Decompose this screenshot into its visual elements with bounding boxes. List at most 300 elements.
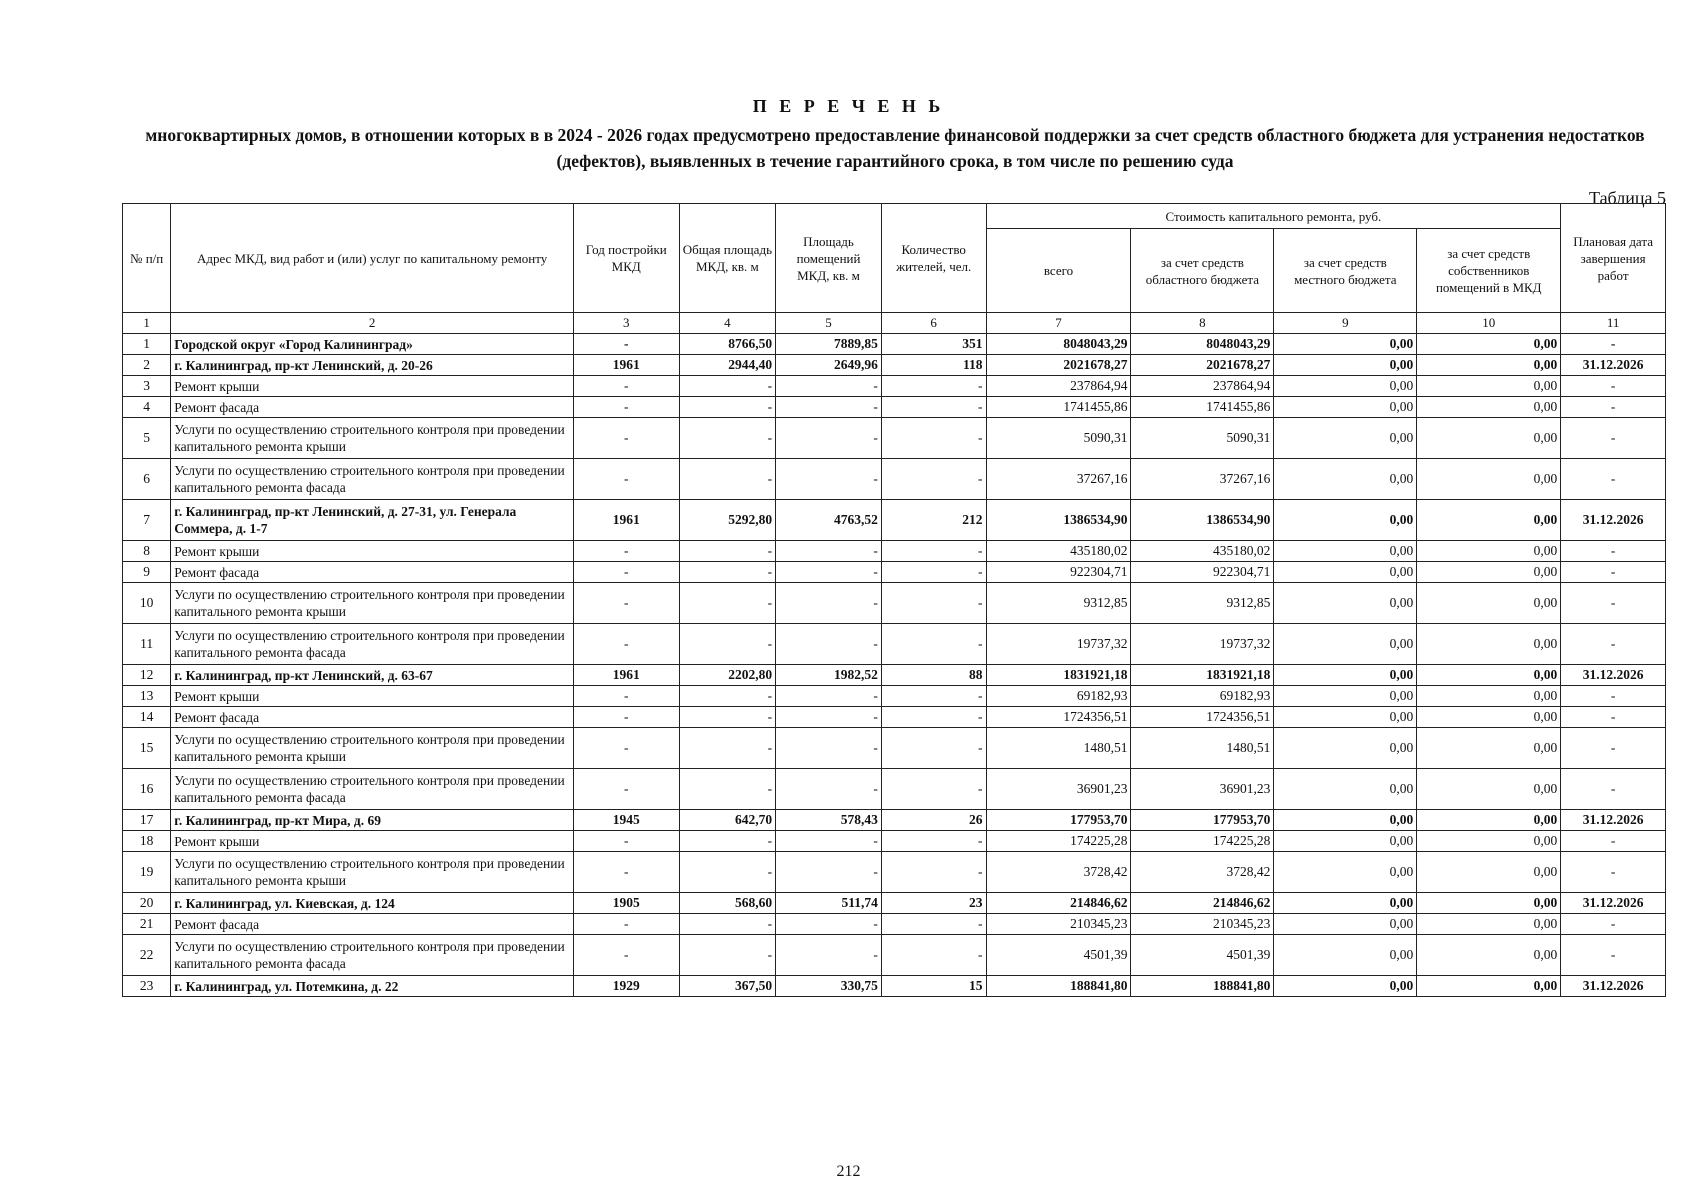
column-number: 7 (986, 313, 1131, 334)
row-year: - (573, 583, 679, 624)
row-completion-date: - (1561, 914, 1666, 935)
row-cost-local: 0,00 (1274, 355, 1417, 376)
row-number: 1 (123, 334, 171, 355)
row-cost-total: 1741455,86 (986, 397, 1131, 418)
row-cost-local: 0,00 (1274, 769, 1417, 810)
column-number: 10 (1417, 313, 1561, 334)
row-name: Ремонт фасада (171, 707, 574, 728)
row-cost-regional: 214846,62 (1131, 893, 1274, 914)
row-total-area: 2202,80 (679, 665, 776, 686)
row-cost-regional: 237864,94 (1131, 376, 1274, 397)
row-completion-date: - (1561, 686, 1666, 707)
table-row (123, 935, 1666, 976)
row-number: 18 (123, 831, 171, 852)
row-residents: - (881, 935, 986, 976)
row-premises-area: - (776, 769, 882, 810)
row-year: - (573, 376, 679, 397)
row-completion-date: - (1561, 935, 1666, 976)
row-year: - (573, 418, 679, 459)
row-total-area: - (679, 728, 776, 769)
row-number: 14 (123, 707, 171, 728)
row-completion-date: - (1561, 728, 1666, 769)
row-residents: 351 (881, 334, 986, 355)
row-name: Услуги по осуществлению строительного контроля при проведении капитального ремонта крыши (171, 583, 574, 624)
row-number: 11 (123, 624, 171, 665)
row-total-area: - (679, 397, 776, 418)
table-row (123, 665, 1666, 686)
row-total-area: 568,60 (679, 893, 776, 914)
row-cost-owners: 0,00 (1417, 583, 1561, 624)
row-cost-regional: 1480,51 (1131, 728, 1274, 769)
row-cost-total: 237864,94 (986, 376, 1131, 397)
row-cost-regional: 210345,23 (1131, 914, 1274, 935)
document-subtitle: многоквартирных домов, в отношении которых в в 2024 - 2026 годах предусмотрено предоставление финансовой поддержки за счет средств областного бюджета для устранения недостатков (дефектов), выявленных в течение гарантийного срока, в том числе по решению суда (145, 125, 1645, 171)
row-premises-area: - (776, 707, 882, 728)
row-name: г. Калининград, пр-кт Ленинский, д. 20-26 (171, 355, 574, 376)
header-residents: Количество жителей, чел. (881, 204, 986, 313)
row-name: Услуги по осуществлению строительного контроля при проведении капитального ремонта крыши (171, 852, 574, 893)
row-cost-total: 214846,62 (986, 893, 1131, 914)
row-name: Ремонт крыши (171, 541, 574, 562)
row-total-area: 367,50 (679, 976, 776, 997)
row-cost-total: 210345,23 (986, 914, 1131, 935)
row-cost-owners: 0,00 (1417, 707, 1561, 728)
row-cost-local: 0,00 (1274, 459, 1417, 500)
row-number: 23 (123, 976, 171, 997)
row-name: Ремонт крыши (171, 831, 574, 852)
row-name: г. Калининград, ул. Киевская, д. 124 (171, 893, 574, 914)
row-cost-local: 0,00 (1274, 810, 1417, 831)
row-cost-local: 0,00 (1274, 562, 1417, 583)
row-completion-date: - (1561, 418, 1666, 459)
row-completion-date: - (1561, 707, 1666, 728)
row-number: 2 (123, 355, 171, 376)
row-year: - (573, 852, 679, 893)
row-cost-owners: 0,00 (1417, 459, 1561, 500)
row-premises-area: - (776, 397, 882, 418)
row-cost-total: 36901,23 (986, 769, 1131, 810)
row-cost-owners: 0,00 (1417, 976, 1561, 997)
table-row (123, 562, 1666, 583)
row-cost-regional: 1831921,18 (1131, 665, 1274, 686)
row-completion-date: - (1561, 334, 1666, 355)
row-cost-total: 37267,16 (986, 459, 1131, 500)
row-cost-owners: 0,00 (1417, 397, 1561, 418)
row-name: г. Калининград, пр-кт Ленинский, д. 27-31, ул. Генерала Соммера, д. 1-7 (171, 500, 574, 541)
row-cost-regional: 435180,02 (1131, 541, 1274, 562)
row-year: - (573, 686, 679, 707)
row-cost-owners: 0,00 (1417, 935, 1561, 976)
row-completion-date: - (1561, 583, 1666, 624)
row-premises-area: - (776, 624, 882, 665)
row-residents: - (881, 914, 986, 935)
row-residents: - (881, 707, 986, 728)
column-number: 4 (679, 313, 776, 334)
column-number: 11 (1561, 313, 1666, 334)
table-row (123, 397, 1666, 418)
row-total-area: - (679, 541, 776, 562)
row-cost-local: 0,00 (1274, 418, 1417, 459)
table-row (123, 500, 1666, 541)
row-name: Услуги по осуществлению строительного контроля при проведении капитального ремонта фасада (171, 769, 574, 810)
row-cost-local: 0,00 (1274, 665, 1417, 686)
row-number: 12 (123, 665, 171, 686)
row-residents: - (881, 562, 986, 583)
row-completion-date: - (1561, 376, 1666, 397)
document-title: П Е Р Е Ч Е Н Ь (752, 96, 945, 116)
row-residents: 26 (881, 810, 986, 831)
column-number: 2 (171, 313, 574, 334)
row-name: Ремонт крыши (171, 376, 574, 397)
column-number: 3 (573, 313, 679, 334)
row-cost-regional: 177953,70 (1131, 810, 1274, 831)
row-total-area: - (679, 935, 776, 976)
row-cost-local: 0,00 (1274, 686, 1417, 707)
row-completion-date: - (1561, 562, 1666, 583)
row-cost-total: 922304,71 (986, 562, 1131, 583)
row-cost-owners: 0,00 (1417, 728, 1561, 769)
table-row (123, 376, 1666, 397)
row-year: 1961 (573, 500, 679, 541)
row-cost-regional: 9312,85 (1131, 583, 1274, 624)
row-residents: - (881, 397, 986, 418)
row-cost-total: 1480,51 (986, 728, 1131, 769)
row-cost-total: 5090,31 (986, 418, 1131, 459)
row-cost-owners: 0,00 (1417, 334, 1561, 355)
row-residents: 15 (881, 976, 986, 997)
row-cost-owners: 0,00 (1417, 893, 1561, 914)
row-cost-regional: 69182,93 (1131, 686, 1274, 707)
row-cost-regional: 3728,42 (1131, 852, 1274, 893)
row-cost-local: 0,00 (1274, 707, 1417, 728)
column-number: 8 (1131, 313, 1274, 334)
row-premises-area: - (776, 935, 882, 976)
row-residents: - (881, 376, 986, 397)
page-number: 212 (836, 1163, 861, 1180)
row-number: 15 (123, 728, 171, 769)
row-premises-area: - (776, 459, 882, 500)
row-cost-local: 0,00 (1274, 624, 1417, 665)
row-number: 6 (123, 459, 171, 500)
row-cost-total: 1831921,18 (986, 665, 1131, 686)
row-cost-regional: 188841,80 (1131, 976, 1274, 997)
row-premises-area: 330,75 (776, 976, 882, 997)
row-cost-local: 0,00 (1274, 541, 1417, 562)
row-number: 16 (123, 769, 171, 810)
row-premises-area: 511,74 (776, 893, 882, 914)
row-year: - (573, 334, 679, 355)
row-year: 1961 (573, 355, 679, 376)
row-total-area: - (679, 686, 776, 707)
row-year: 1929 (573, 976, 679, 997)
row-completion-date: - (1561, 541, 1666, 562)
table-row (123, 810, 1666, 831)
table-row (123, 541, 1666, 562)
row-name: г. Калининград, пр-кт Ленинский, д. 63-67 (171, 665, 574, 686)
row-total-area: - (679, 562, 776, 583)
row-total-area: - (679, 583, 776, 624)
column-number: 9 (1274, 313, 1417, 334)
row-number: 3 (123, 376, 171, 397)
row-year: - (573, 935, 679, 976)
header-cost-total: всего (986, 229, 1131, 313)
row-number: 22 (123, 935, 171, 976)
row-residents: - (881, 624, 986, 665)
row-residents: - (881, 418, 986, 459)
table-row (123, 893, 1666, 914)
table-row (123, 728, 1666, 769)
row-cost-local: 0,00 (1274, 831, 1417, 852)
row-number: 4 (123, 397, 171, 418)
row-cost-total: 1724356,51 (986, 707, 1131, 728)
row-total-area: - (679, 459, 776, 500)
row-cost-owners: 0,00 (1417, 355, 1561, 376)
row-total-area: - (679, 769, 776, 810)
row-total-area: 642,70 (679, 810, 776, 831)
row-completion-date: - (1561, 624, 1666, 665)
row-cost-local: 0,00 (1274, 852, 1417, 893)
row-year: - (573, 541, 679, 562)
header-year: Год постройки МКД (573, 204, 679, 313)
row-completion-date: - (1561, 831, 1666, 852)
row-completion-date: 31.12.2026 (1561, 893, 1666, 914)
row-residents: - (881, 728, 986, 769)
row-premises-area: - (776, 583, 882, 624)
row-name: Ремонт фасада (171, 397, 574, 418)
row-cost-regional: 1724356,51 (1131, 707, 1274, 728)
row-total-area: - (679, 707, 776, 728)
row-cost-local: 0,00 (1274, 376, 1417, 397)
row-premises-area: - (776, 831, 882, 852)
row-number: 9 (123, 562, 171, 583)
repair-list-table (122, 203, 1666, 997)
row-completion-date: - (1561, 459, 1666, 500)
row-year: 1945 (573, 810, 679, 831)
row-cost-regional: 37267,16 (1131, 459, 1274, 500)
table-label: Таблица 5 (1589, 188, 1666, 208)
table-row (123, 583, 1666, 624)
row-completion-date: 31.12.2026 (1561, 810, 1666, 831)
header-cost-group: Стоимость капитального ремонта, руб. (986, 204, 1561, 229)
row-number: 19 (123, 852, 171, 893)
row-total-area: 8766,50 (679, 334, 776, 355)
row-year: - (573, 459, 679, 500)
row-total-area: - (679, 376, 776, 397)
row-cost-local: 0,00 (1274, 500, 1417, 541)
table-row (123, 914, 1666, 935)
header-num: № п/п (123, 204, 171, 313)
header-premises-area: Площадь помещений МКД, кв. м (776, 204, 882, 313)
row-cost-owners: 0,00 (1417, 914, 1561, 935)
row-premises-area: - (776, 686, 882, 707)
row-cost-total: 2021678,27 (986, 355, 1131, 376)
row-number: 10 (123, 583, 171, 624)
row-cost-local: 0,00 (1274, 914, 1417, 935)
row-name: Услуги по осуществлению строительного контроля при проведении капитального ремонта крыши (171, 728, 574, 769)
row-year: - (573, 397, 679, 418)
row-year: - (573, 562, 679, 583)
row-cost-owners: 0,00 (1417, 852, 1561, 893)
row-cost-regional: 5090,31 (1131, 418, 1274, 459)
row-cost-total: 8048043,29 (986, 334, 1131, 355)
row-cost-owners: 0,00 (1417, 831, 1561, 852)
row-name: Ремонт фасада (171, 914, 574, 935)
row-premises-area: 1982,52 (776, 665, 882, 686)
row-cost-total: 4501,39 (986, 935, 1131, 976)
row-residents: - (881, 769, 986, 810)
row-residents: - (881, 831, 986, 852)
row-cost-regional: 1741455,86 (1131, 397, 1274, 418)
row-residents: - (881, 852, 986, 893)
row-year: - (573, 728, 679, 769)
row-premises-area: 4763,52 (776, 500, 882, 541)
row-cost-owners: 0,00 (1417, 624, 1561, 665)
row-cost-local: 0,00 (1274, 976, 1417, 997)
row-number: 8 (123, 541, 171, 562)
row-cost-owners: 0,00 (1417, 810, 1561, 831)
row-name: г. Калининград, пр-кт Мира, д. 69 (171, 810, 574, 831)
row-cost-regional: 19737,32 (1131, 624, 1274, 665)
row-year: 1961 (573, 665, 679, 686)
row-number: 17 (123, 810, 171, 831)
row-year: - (573, 769, 679, 810)
table-row (123, 707, 1666, 728)
row-name: Услуги по осуществлению строительного контроля при проведении капитального ремонта крыши (171, 418, 574, 459)
row-premises-area: - (776, 852, 882, 893)
row-cost-total: 435180,02 (986, 541, 1131, 562)
row-completion-date: 31.12.2026 (1561, 355, 1666, 376)
row-premises-area: - (776, 541, 882, 562)
header-address: Адрес МКД, вид работ и (или) услуг по капитальному ремонту (171, 204, 574, 313)
row-name: г. Калининград, ул. Потемкина, д. 22 (171, 976, 574, 997)
row-number: 7 (123, 500, 171, 541)
row-completion-date: - (1561, 852, 1666, 893)
row-cost-total: 1386534,90 (986, 500, 1131, 541)
row-cost-local: 0,00 (1274, 334, 1417, 355)
table-row (123, 831, 1666, 852)
row-residents: - (881, 583, 986, 624)
row-cost-owners: 0,00 (1417, 418, 1561, 459)
row-number: 21 (123, 914, 171, 935)
table-header (123, 204, 1666, 334)
row-cost-total: 188841,80 (986, 976, 1131, 997)
row-premises-area: - (776, 376, 882, 397)
row-cost-total: 3728,42 (986, 852, 1131, 893)
row-year: 1905 (573, 893, 679, 914)
row-residents: 88 (881, 665, 986, 686)
row-completion-date: - (1561, 397, 1666, 418)
row-total-area: 2944,40 (679, 355, 776, 376)
row-residents: - (881, 686, 986, 707)
row-residents: 212 (881, 500, 986, 541)
row-completion-date: - (1561, 769, 1666, 810)
table-row (123, 418, 1666, 459)
table-row (123, 334, 1666, 355)
row-residents: - (881, 459, 986, 500)
row-year: - (573, 831, 679, 852)
row-premises-area: 7889,85 (776, 334, 882, 355)
row-premises-area: - (776, 914, 882, 935)
row-cost-total: 69182,93 (986, 686, 1131, 707)
row-cost-owners: 0,00 (1417, 769, 1561, 810)
row-premises-area: 578,43 (776, 810, 882, 831)
row-cost-owners: 0,00 (1417, 376, 1561, 397)
column-number: 5 (776, 313, 882, 334)
header-cost-regional: за счет средств областного бюджета (1131, 229, 1274, 313)
column-number: 6 (881, 313, 986, 334)
row-premises-area: - (776, 418, 882, 459)
row-total-area: - (679, 418, 776, 459)
row-cost-total: 177953,70 (986, 810, 1131, 831)
row-completion-date: 31.12.2026 (1561, 665, 1666, 686)
header-cost-owners: за счет средств собственников помещений в МКД (1417, 229, 1561, 313)
row-total-area: 5292,80 (679, 500, 776, 541)
row-year: - (573, 914, 679, 935)
row-cost-regional: 8048043,29 (1131, 334, 1274, 355)
row-name: Ремонт фасада (171, 562, 574, 583)
row-year: - (573, 707, 679, 728)
row-premises-area: - (776, 562, 882, 583)
row-cost-owners: 0,00 (1417, 541, 1561, 562)
row-residents: - (881, 541, 986, 562)
row-name: Услуги по осуществлению строительного контроля при проведении капитального ремонта фасада (171, 935, 574, 976)
table-row (123, 976, 1666, 997)
row-cost-local: 0,00 (1274, 397, 1417, 418)
row-name: Услуги по осуществлению строительного контроля при проведении капитального ремонта фасада (171, 459, 574, 500)
row-cost-regional: 922304,71 (1131, 562, 1274, 583)
row-cost-regional: 36901,23 (1131, 769, 1274, 810)
row-name: Ремонт крыши (171, 686, 574, 707)
column-number-row (123, 313, 1666, 334)
table-row (123, 459, 1666, 500)
row-cost-owners: 0,00 (1417, 500, 1561, 541)
table-row (123, 355, 1666, 376)
header-completion-date: Плановая дата завершения работ (1561, 204, 1666, 313)
row-total-area: - (679, 852, 776, 893)
row-cost-local: 0,00 (1274, 935, 1417, 976)
row-cost-owners: 0,00 (1417, 665, 1561, 686)
row-cost-local: 0,00 (1274, 583, 1417, 624)
row-year: - (573, 624, 679, 665)
row-cost-local: 0,00 (1274, 893, 1417, 914)
table-row (123, 852, 1666, 893)
row-premises-area: - (776, 728, 882, 769)
row-cost-regional: 2021678,27 (1131, 355, 1274, 376)
row-number: 20 (123, 893, 171, 914)
header-total-area: Общая площадь МКД, кв. м (679, 204, 776, 313)
row-total-area: - (679, 624, 776, 665)
row-cost-owners: 0,00 (1417, 686, 1561, 707)
row-total-area: - (679, 831, 776, 852)
header-cost-local: за счет средств местного бюджета (1274, 229, 1417, 313)
table-row (123, 686, 1666, 707)
row-cost-regional: 4501,39 (1131, 935, 1274, 976)
row-cost-total: 9312,85 (986, 583, 1131, 624)
row-number: 13 (123, 686, 171, 707)
row-premises-area: 2649,96 (776, 355, 882, 376)
table-body (123, 334, 1666, 997)
table-row (123, 769, 1666, 810)
row-cost-total: 19737,32 (986, 624, 1131, 665)
table-row (123, 624, 1666, 665)
row-name: Городской округ «Город Калининград» (171, 334, 574, 355)
row-cost-owners: 0,00 (1417, 562, 1561, 583)
row-cost-local: 0,00 (1274, 728, 1417, 769)
row-residents: 23 (881, 893, 986, 914)
row-residents: 118 (881, 355, 986, 376)
row-cost-total: 174225,28 (986, 831, 1131, 852)
row-cost-regional: 1386534,90 (1131, 500, 1274, 541)
